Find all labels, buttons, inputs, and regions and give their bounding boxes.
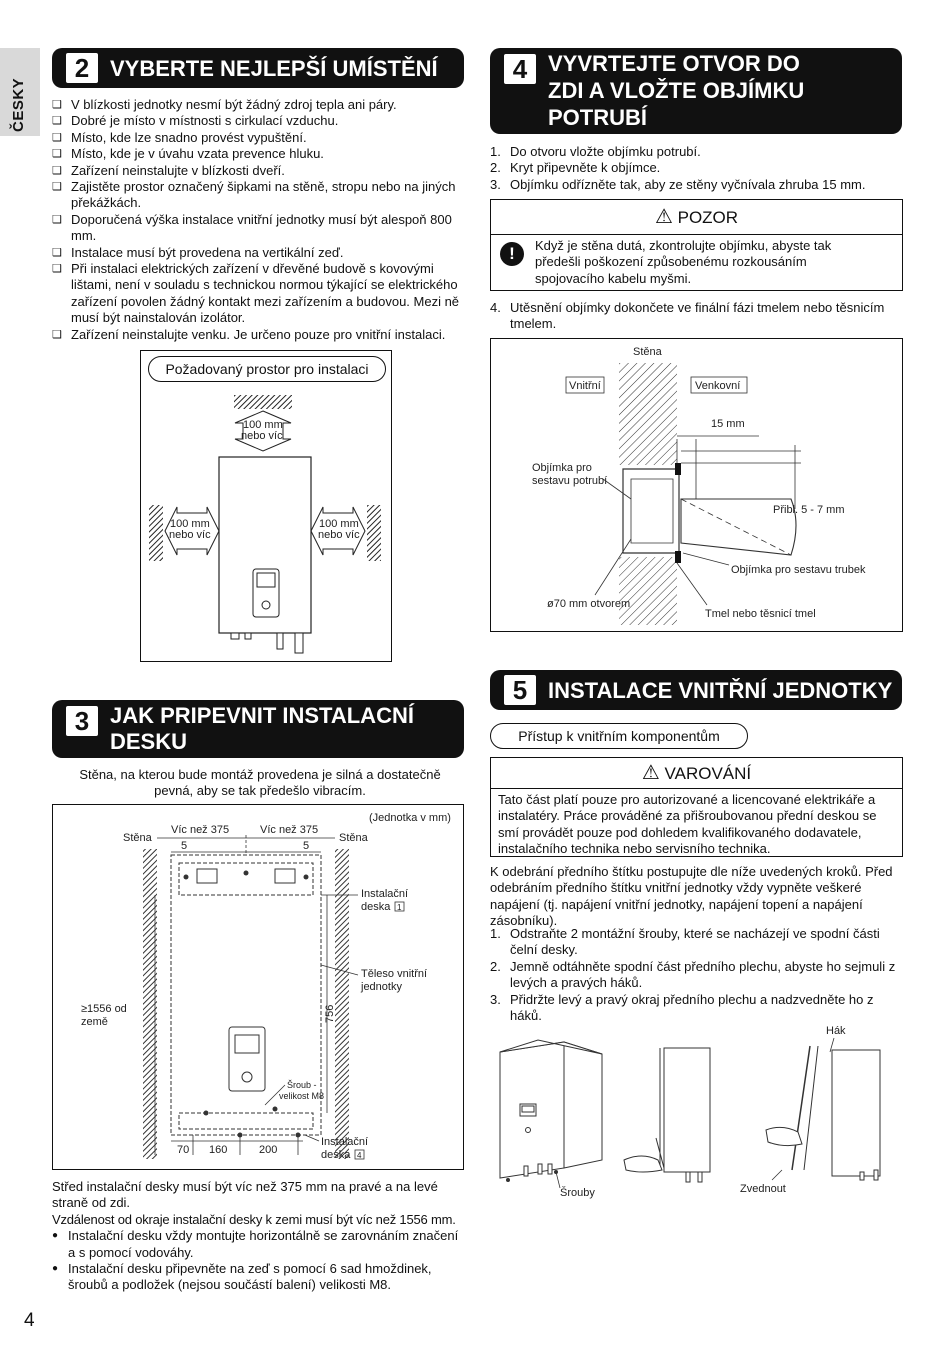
wall-right-label: Stěna: [339, 832, 368, 844]
screws-label: Šrouby: [560, 1187, 595, 1199]
right-clearance-line1: 100 mm: [319, 518, 359, 530]
bottom-plate-label-line2: deska: [321, 1149, 351, 1161]
front-panel-removal-drawing: [492, 1020, 902, 1202]
installation-space-drawing: [141, 381, 389, 659]
hole-label: ø70 mm otvorem: [547, 598, 631, 610]
section3-title-line2: DESKU: [110, 729, 188, 754]
section5-steps: [490, 926, 904, 1024]
sleeve-label-line2: sestavu potrubí: [532, 475, 608, 487]
step-text: Do otvoru vložte objímku potrubí.: [510, 144, 701, 159]
step-text: Jemně odtáhněte spodní část předního plechu, abyste ho sejmuli z levých a pravých háků.: [510, 958, 896, 991]
list-item: [490, 959, 904, 992]
warning-triangle-icon: ⚠: [641, 762, 660, 784]
mounting-plate-drawing: [53, 805, 461, 1167]
language-tab: [0, 48, 40, 136]
warning-title: VAROVÁNÍ: [664, 764, 752, 783]
list-item: ❑ Při instalaci elektrických zařízení v dřevěné budově s kovovými lištami, není v souladu s technickou normou týkající se elektrického zařízení povolen žádný kontakt mezi zařízením a budovou. Mezi ně musí být nainstalován izolátor.: [52, 261, 466, 327]
warning-header: [491, 758, 902, 789]
top-clearance-line1: 100 mm: [243, 419, 283, 431]
plate-label-line2: deska: [361, 901, 391, 913]
hook-label: Hák: [826, 1025, 846, 1037]
list-item: ❑ Zařízení neinstalujte venku. Je určeno pouze pro vnitřní instalaci.: [52, 327, 466, 343]
section4-number: 4: [504, 54, 536, 84]
list-item: [490, 144, 902, 160]
list-item: ❑ Instalace musí být provedena na vertikální zeď.: [52, 245, 466, 261]
list-item: ❑ Doporučená výška instalace vnitřní jednotky musí být alespoň 800 mm.: [52, 212, 466, 245]
more-than-left: Víc než 375: [171, 824, 230, 836]
list-item: ❑ Místo, kde je v úvahu vzata prevence hluku.: [52, 146, 466, 162]
dim-5-left: 5: [181, 840, 188, 852]
caution-text: Když je stěna dutá, zkontrolujte objímku, abyste tak předešli poškození způsobenému rozkousáním spojovacího kabelu myšmi.: [535, 238, 832, 286]
hand-1: [624, 1156, 662, 1172]
step-text: Utěsnění objímky dokončete ve finální fázi tmelem nebo těsnicím tmelem.: [510, 300, 885, 332]
right-clearance-line2: nebo víc: [318, 529, 360, 541]
section4-steps: [490, 144, 902, 193]
height-label-line2: země: [81, 1016, 108, 1028]
wall-left-label: Stěna: [123, 832, 152, 844]
dim-5-right: 5: [303, 840, 310, 852]
right-wall: [335, 849, 349, 1159]
section3-notes: [52, 1179, 466, 1294]
page-number: 4: [24, 1310, 35, 1331]
section3-intro: Stěna, na kterou bude montáž provedena je silná a dostatečně pevná, aby se tak předešlo vibracím.: [79, 767, 441, 799]
step-number: 2.: [490, 958, 501, 974]
warning-text: Tato část platí pouze pro autorizované a licencované elektrikáře a instalatéry. Práce prováděné za přišroubovanou přední deskou se smí provádět pouze pod dohledem kvalifikovaného dodavatele, instalačního technika nebo servisního technika.: [498, 792, 877, 857]
figure-title-pill: Požadovaný prostor pro instalaci: [148, 356, 386, 382]
body-label-line2: jednotky: [361, 981, 402, 993]
section5-intro: K odebrání předního štítku postupujte dle níže uvedených kroků. Před odebráním předního štítku vnitřní jednotky vždy vypněte veškeré napájení (tj. napájení vnitřní jednotky, napájení topení a napájení zásobníku).: [490, 864, 893, 929]
step-number: 4.: [490, 300, 501, 315]
warning-triangle-icon: ⚠: [654, 206, 673, 228]
dim-70: 70: [177, 1144, 190, 1156]
screw-label-line2: velikost M8: [279, 1091, 325, 1101]
dim-756: 756: [324, 1004, 336, 1023]
sleeve-label-line1: Objímka pro: [532, 462, 592, 474]
section2-title: VYBERTE NEJLEPŠÍ UMÍSTĚNÍ: [110, 56, 438, 81]
plate-label-line1: Instalační: [361, 888, 409, 900]
step-number: 3.: [490, 991, 501, 1007]
list-item: [490, 926, 904, 959]
list-item: ❑ Zařízení neinstalujte v blízkosti dveří.: [52, 163, 466, 179]
list-item: [490, 160, 902, 176]
section5-number: 5: [504, 675, 536, 705]
section3-header: [52, 700, 464, 758]
left-clearance-line1: 100 mm: [170, 518, 210, 530]
dim-160: 160: [209, 1144, 228, 1156]
section2-header: [52, 48, 464, 88]
list-item: ❑ Místo, kde lze snadno provést vypuštění.: [52, 130, 466, 146]
right-wall-hatch: [367, 505, 381, 561]
approx-label: Přibl. 5 - 7 mm: [773, 504, 845, 516]
sleeve-pipe-label: Objímka pro sestavu trubek: [731, 564, 866, 576]
more-than-right: Víc než 375: [260, 824, 319, 836]
unit-side: [564, 1042, 602, 1168]
note-2: Vzdálenost od okraje instalační desky k zemi musí být víc než 1556 mm.: [52, 1211, 456, 1227]
caution-title: POZOR: [677, 208, 739, 227]
step-number: 1.: [490, 144, 501, 159]
unit-side-view: [664, 1048, 710, 1172]
section4-step4: [490, 300, 902, 333]
step-text: Přidržte levý a pravý okraj předního plechu a nadzvedněte ho z háků.: [510, 991, 874, 1024]
section2-list: [52, 97, 466, 343]
section5-header: [490, 670, 902, 710]
warning-box: [490, 757, 903, 857]
plate-tag: 1: [397, 903, 402, 912]
step-text: Objímku odřízněte tak, aby ze stěny vyčnívala zhruba 15 mm.: [510, 176, 866, 192]
step-number: 1.: [490, 926, 501, 941]
exclamation-icon: !: [500, 242, 524, 266]
unit-note: (Jednotka v mm): [369, 812, 451, 824]
left-clearance-line2: nebo víc: [169, 529, 211, 541]
ceiling-hatch: [234, 395, 292, 409]
dim-200: 200: [259, 1144, 278, 1156]
bottom-mounting-plate: [179, 1113, 313, 1129]
section5-subtitle-pill: Přístup k vnitřním komponentům: [490, 723, 748, 749]
section4-title-line2: ZDI A VLOŽTE OBJÍMKU: [548, 78, 805, 103]
height-label-line1: ≥1556 od: [81, 1003, 127, 1015]
language-label: ČESKY: [10, 77, 27, 132]
bullet-item: ● Instalační desku připevněte na zeď s pomocí 6 sad hmoždinek, šroubů a podložek (nejsou součástí balení) velikosti M8.: [52, 1261, 466, 1294]
body-label-line1: Těleso vnitřní: [361, 968, 428, 980]
list-item: ❑ Zajistěte prostor označený šipkami na stěně, stropu nebo na jiných překážkách.: [52, 179, 466, 212]
caution-header: [491, 200, 902, 235]
section3-title-line1: JAK PRIPEVNIT INSTALACNÍ: [110, 703, 414, 728]
bullet-item: ● Instalační desku vždy montujte horizontálně se zarovnáním značení a s pomocí vodováhy.: [52, 1228, 466, 1261]
wall-label: Stěna: [633, 346, 662, 358]
dim-15: 15 mm: [711, 418, 745, 430]
unit-rear-view: [832, 1050, 880, 1176]
list-item: [490, 300, 902, 333]
sealant-label: Tmel nebo těsnicí tmel: [705, 608, 816, 620]
caution-box: [490, 199, 903, 291]
list-item: ❑ Dobré je místo v místnosti s cirkulací vzduchu.: [52, 113, 466, 129]
note-1: Střed instalační desky musí být víc než 375 mm na pravé a na levé straně od zdi.: [52, 1179, 438, 1211]
top-clearance-line2: nebo víc: [241, 430, 283, 442]
section3-number: 3: [66, 706, 98, 736]
inside-label: Vnitřní: [569, 380, 601, 392]
section4-title-line3: POTRUBÍ: [548, 105, 647, 130]
hand-2: [766, 1127, 802, 1145]
lift-label: Zvednout: [740, 1183, 786, 1195]
list-item: ❑ V blízkosti jednotky nesmí být žádný zdroj tepla ani páry.: [52, 97, 466, 113]
step-text: Kryt připevněte k objímce.: [510, 160, 661, 176]
outside-label: Venkovní: [695, 380, 741, 392]
left-wall-hatch: [149, 505, 163, 561]
section2-number: 2: [66, 53, 98, 83]
section5-title: INSTALACE VNITŘNÍ JEDNOTKY: [548, 678, 893, 703]
bottom-plate-tag: 4: [357, 1151, 362, 1160]
section4-header: [490, 48, 902, 134]
list-item: [490, 177, 902, 193]
step-number: 2.: [490, 160, 501, 176]
step-text: Odstraňte 2 montážní šrouby, které se nacházejí ve spodní části čelní desky.: [510, 926, 880, 958]
screw-label-line1: Šroub -: [287, 1080, 317, 1090]
pipe-sleeve-drawing: [491, 339, 900, 629]
bottom-plate-label-line1: Instalační: [321, 1136, 369, 1148]
step-number: 3.: [490, 176, 501, 192]
section4-title-line1: VYVRTEJTE OTVOR DO: [548, 51, 800, 76]
